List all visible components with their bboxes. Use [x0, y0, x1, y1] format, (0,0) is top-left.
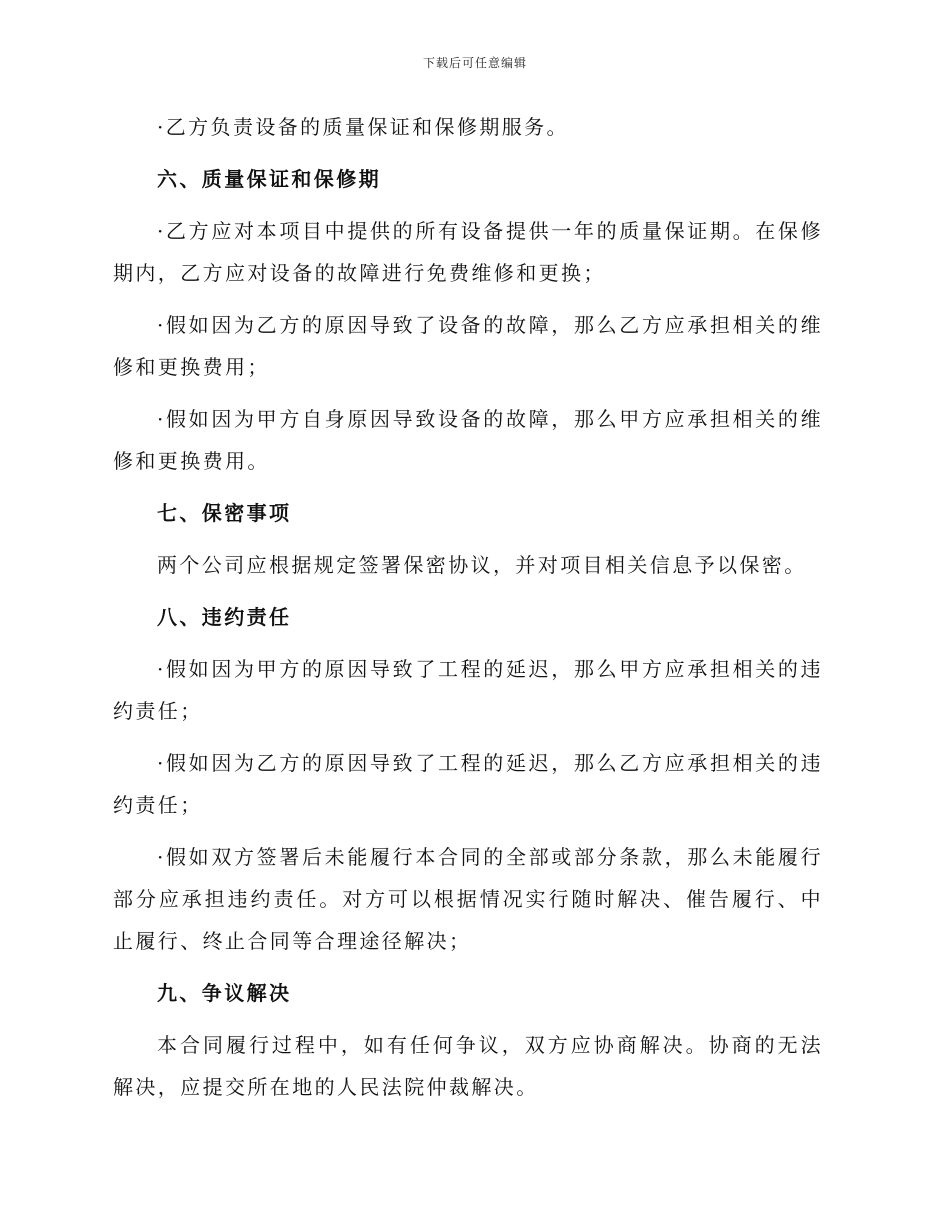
- paragraph-party-a-delay: ·假如因为甲方的原因导致了工程的延迟，那么甲方应承担相关的违约责任；: [113, 657, 823, 723]
- paragraph-non-performance: ·假如双方签署后未能履行本合同的全部或部分条款，那么未能履行部分应承担违约责任。对方可以根据情况实行随时解决、催告履行、中止履行、终止合同等合理途径解决；: [113, 845, 823, 953]
- section-heading-confidentiality: 七、保密事项: [157, 501, 292, 525]
- paragraph-party-b-fault: ·假如因为乙方的原因导致了设备的故障，那么乙方应承担相关的维修和更换费用；: [113, 313, 823, 379]
- section-heading-dispute: 九、争议解决: [157, 981, 292, 1005]
- paragraph-dispute-resolution: 本合同履行过程中，如有任何争议，双方应协商解决。协商的无法解决，应提交所在地的人民法院仲裁解决。: [113, 1033, 823, 1099]
- paragraph-confidentiality: 两个公司应根据规定签署保密协议，并对项目相关信息予以保密。: [157, 553, 807, 577]
- document-body: [113, 106, 823, 1118]
- paragraph-party-a-fault: ·假如因为甲方自身原因导致设备的故障，那么甲方应承担相关的维修和更换费用。: [113, 407, 823, 473]
- paragraph-warranty-period: ·乙方应对本项目中提供的所有设备提供一年的质量保证期。在保修期内，乙方应对设备的故障进行免费维修和更换；: [113, 219, 823, 285]
- page-header: 下载后可任意编辑: [422, 56, 527, 70]
- section-heading-breach: 八、违约责任: [157, 605, 292, 629]
- section-heading-quality-warranty: 六、质量保证和保修期: [157, 167, 381, 191]
- paragraph-warranty-service: ·乙方负责设备的质量保证和保修期服务。: [157, 115, 569, 139]
- paragraph-party-b-delay: ·假如因为乙方的原因导致了工程的延迟，那么乙方应承担相关的违约责任；: [113, 751, 823, 817]
